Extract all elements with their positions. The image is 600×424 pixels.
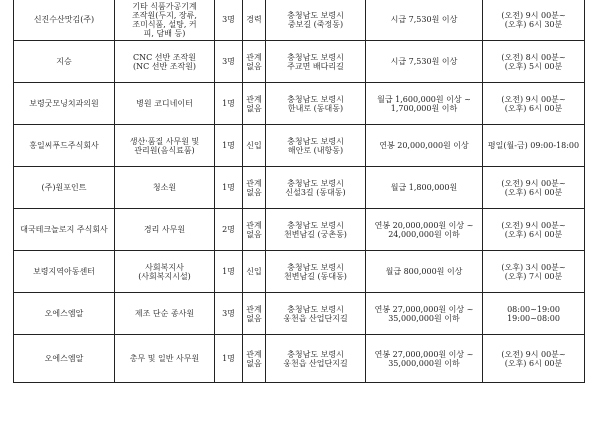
career-cell-line: 관계	[246, 52, 262, 62]
company-cell: 홍일씨푸드주식회사	[14, 125, 115, 167]
table-row	[14, 41, 585, 83]
location-cell-line: 해안로 (내항동)	[287, 145, 344, 155]
work-hours-cell-line: 평일(월-금) 09:00-18:00	[487, 141, 580, 150]
hiring-count-cell: 1명	[215, 335, 243, 383]
location-cell-line: 충청남도 보령시	[287, 178, 344, 188]
job-title-cell-line: (NC 선반 조작원)	[132, 61, 197, 71]
salary-cell	[366, 125, 483, 167]
career-cell-line: 없음	[246, 313, 262, 323]
table-row	[14, 0, 585, 41]
work-hours-cell	[483, 335, 585, 383]
job-title-cell	[115, 125, 215, 167]
work-hours-cell	[483, 209, 585, 251]
career-cell-line: 관계	[246, 178, 262, 188]
location-cell	[266, 41, 366, 83]
job-title-cell	[115, 209, 215, 251]
work-hours-cell	[483, 167, 585, 209]
location-cell	[266, 125, 366, 167]
career-cell-line: 없음	[246, 187, 262, 197]
salary-cell-line: 35,000,000원 이하	[388, 358, 460, 368]
location-cell-line: 충청남도 보령시	[287, 349, 344, 359]
career-cell-line: 신입	[246, 141, 262, 150]
job-title-cell-line: 조작원(두지, 장류,	[132, 10, 197, 20]
table-row	[14, 335, 585, 383]
career-cell	[243, 293, 266, 335]
salary-cell-line: 24,000,000원 이하	[388, 229, 460, 239]
location-cell	[266, 209, 366, 251]
company-cell: 지승	[14, 41, 115, 83]
location-cell-line: 중보길 (죽정동)	[287, 19, 344, 29]
salary-cell	[366, 167, 483, 209]
salary-cell-line: 연봉 20,000,000원 이상	[379, 141, 469, 150]
career-cell-line: 관계	[246, 94, 262, 104]
table-row	[14, 167, 585, 209]
career-cell-line: 관계	[246, 349, 262, 359]
work-hours-cell-line: (오후) 5시 00분	[504, 61, 563, 71]
location-cell	[266, 167, 366, 209]
table-body	[14, 0, 585, 383]
job-title-cell-line: 관리원(음식료품)	[134, 145, 195, 155]
hiring-count-cell: 3명	[215, 293, 243, 335]
salary-cell-line: 월급 1,800,000원	[390, 183, 458, 192]
salary-cell	[366, 251, 483, 293]
career-cell	[243, 335, 266, 383]
job-title-cell	[115, 251, 215, 293]
job-title-cell-line: 청소원	[152, 183, 177, 192]
work-hours-cell	[483, 83, 585, 125]
work-hours-cell	[483, 0, 585, 41]
career-cell-line: 없음	[246, 229, 262, 239]
job-title-cell-line: 병원 코디네이터	[136, 99, 193, 108]
work-hours-cell-line: (오후) 6시 00분	[504, 358, 563, 368]
job-title-cell-line: 총무 및 일반 사무원	[129, 354, 200, 363]
location-cell-line: 웅천읍 산업단지길	[283, 358, 348, 368]
location-cell-line: 한내로 (동대동)	[287, 103, 344, 113]
job-title-cell	[115, 167, 215, 209]
location-cell	[266, 83, 366, 125]
salary-cell-line: 월급 1,600,000원 이상 ~	[377, 94, 471, 104]
work-hours-cell-line: (오전) 8시 00분~	[501, 52, 566, 62]
hiring-count-cell: 2명	[215, 209, 243, 251]
salary-cell-line: 시급 7,530원 이상	[390, 15, 458, 24]
work-hours-cell-line: (오전) 9시 00분~	[501, 178, 566, 188]
work-hours-cell-line: (오후) 3시 00분~	[501, 262, 566, 272]
work-hours-cell-line: 08:00~19:00	[507, 304, 560, 314]
career-cell	[243, 209, 266, 251]
job-title-cell-line: 피, 담배 등)	[143, 28, 186, 38]
location-cell-line: 웅천읍 산업단지길	[283, 313, 348, 323]
hiring-count-cell: 3명	[215, 41, 243, 83]
company-cell: 오에스엠알	[14, 293, 115, 335]
hiring-count-cell: 1명	[215, 83, 243, 125]
salary-cell	[366, 83, 483, 125]
company-cell: 보령지역아동센터	[14, 251, 115, 293]
table-row	[14, 125, 585, 167]
location-cell-line: 충청남도 보령시	[287, 220, 344, 230]
career-cell	[243, 41, 266, 83]
career-cell-line: 없음	[246, 61, 262, 71]
job-title-cell-line: CNC 선반 조작원	[133, 52, 196, 62]
job-title-cell	[115, 335, 215, 383]
location-cell-line: 천변남길 (궁촌동)	[284, 229, 347, 239]
hiring-count-cell: 1명	[215, 167, 243, 209]
career-cell-line: 관계	[246, 304, 262, 314]
salary-cell	[366, 41, 483, 83]
company-cell: 대국테크놀로지 주식회사	[14, 209, 115, 251]
job-title-cell-line: 조미식품, 설탕, 커	[132, 19, 197, 29]
location-cell	[266, 335, 366, 383]
table-row	[14, 209, 585, 251]
career-cell-line: 신입	[246, 267, 262, 276]
job-title-cell	[115, 83, 215, 125]
hiring-count-cell: 1명	[215, 251, 243, 293]
job-title-cell-line: 사회복지사	[145, 262, 184, 272]
work-hours-cell	[483, 41, 585, 83]
work-hours-cell-line: (오후) 7시 00분	[504, 271, 563, 281]
career-cell	[243, 167, 266, 209]
company-cell: 보령굿모닝치과의원	[14, 83, 115, 125]
career-cell-line: 경력	[246, 15, 262, 24]
career-cell	[243, 125, 266, 167]
salary-cell-line: 시급 7,530원 이상	[390, 57, 458, 66]
salary-cell-line: 연봉 20,000,000원 이상 ~	[374, 220, 474, 230]
location-cell-line: 주교면 배다리길	[287, 61, 344, 71]
company-cell: 신진수산맛김(주)	[14, 0, 115, 41]
hiring-count-cell: 3명	[215, 0, 243, 41]
career-cell	[243, 251, 266, 293]
location-cell-line: 충청남도 보령시	[287, 262, 344, 272]
work-hours-cell-line: (오전) 9시 00분~	[501, 10, 566, 20]
hiring-count-cell: 1명	[215, 125, 243, 167]
work-hours-cell-line: (오전) 9시 00분~	[501, 94, 566, 104]
table-row	[14, 83, 585, 125]
location-cell-line: 충청남도 보령시	[287, 52, 344, 62]
work-hours-cell-line: 19:00~08:00	[507, 313, 560, 323]
work-hours-cell-line: (오전) 9시 00분~	[501, 349, 566, 359]
company-cell: (주)원포인트	[14, 167, 115, 209]
work-hours-cell-line: (오전) 9시 00분~	[501, 220, 566, 230]
location-cell-line: 천변남길 (동대동)	[284, 271, 347, 281]
salary-cell	[366, 0, 483, 41]
location-cell	[266, 251, 366, 293]
salary-cell-line: 연봉 27,000,000원 이상 ~	[374, 304, 474, 314]
salary-cell-line: 1,700,000원 이하	[390, 103, 458, 113]
location-cell	[266, 293, 366, 335]
location-cell-line: 신설3길 (동대동)	[285, 187, 346, 197]
salary-cell-line: 월급 800,000원 이상	[385, 267, 463, 276]
work-hours-cell-line: (오후) 6시 00분	[504, 187, 563, 197]
table-row	[14, 293, 585, 335]
salary-cell-line: 연봉 27,000,000원 이상 ~	[374, 349, 474, 359]
location-cell	[266, 0, 366, 41]
table-row	[14, 251, 585, 293]
salary-cell	[366, 293, 483, 335]
job-title-cell-line: 경리 사무원	[143, 225, 186, 234]
work-hours-cell	[483, 125, 585, 167]
company-cell: 오에스엠알	[14, 335, 115, 383]
job-title-cell-line: 기타 식품가공기계	[132, 1, 197, 11]
career-cell-line: 관계	[246, 220, 262, 230]
location-cell-line: 충청남도 보령시	[287, 94, 344, 104]
job-title-cell	[115, 41, 215, 83]
location-cell-line: 충청남도 보령시	[287, 304, 344, 314]
salary-cell-line: 35,000,000원 이하	[388, 313, 460, 323]
job-title-cell-line: 제조 단순 종사원	[134, 309, 195, 318]
job-title-cell	[115, 0, 215, 41]
salary-cell	[366, 335, 483, 383]
job-title-cell-line: (사회복지시설)	[138, 271, 191, 281]
job-title-cell-line: 생산·품질 사무원 및	[129, 136, 200, 146]
work-hours-cell-line: (오후) 6시 00분	[504, 103, 563, 113]
job-listing-table	[13, 0, 585, 383]
career-cell	[243, 0, 266, 41]
work-hours-cell	[483, 251, 585, 293]
career-cell	[243, 83, 266, 125]
work-hours-cell-line: (오후) 6시 30분	[504, 19, 563, 29]
work-hours-cell-line: (오후) 6시 00분	[504, 229, 563, 239]
location-cell-line: 충청남도 보령시	[287, 10, 344, 20]
career-cell-line: 없음	[246, 358, 262, 368]
work-hours-cell	[483, 293, 585, 335]
career-cell-line: 없음	[246, 103, 262, 113]
salary-cell	[366, 209, 483, 251]
job-title-cell	[115, 293, 215, 335]
location-cell-line: 충청남도 보령시	[287, 136, 344, 146]
